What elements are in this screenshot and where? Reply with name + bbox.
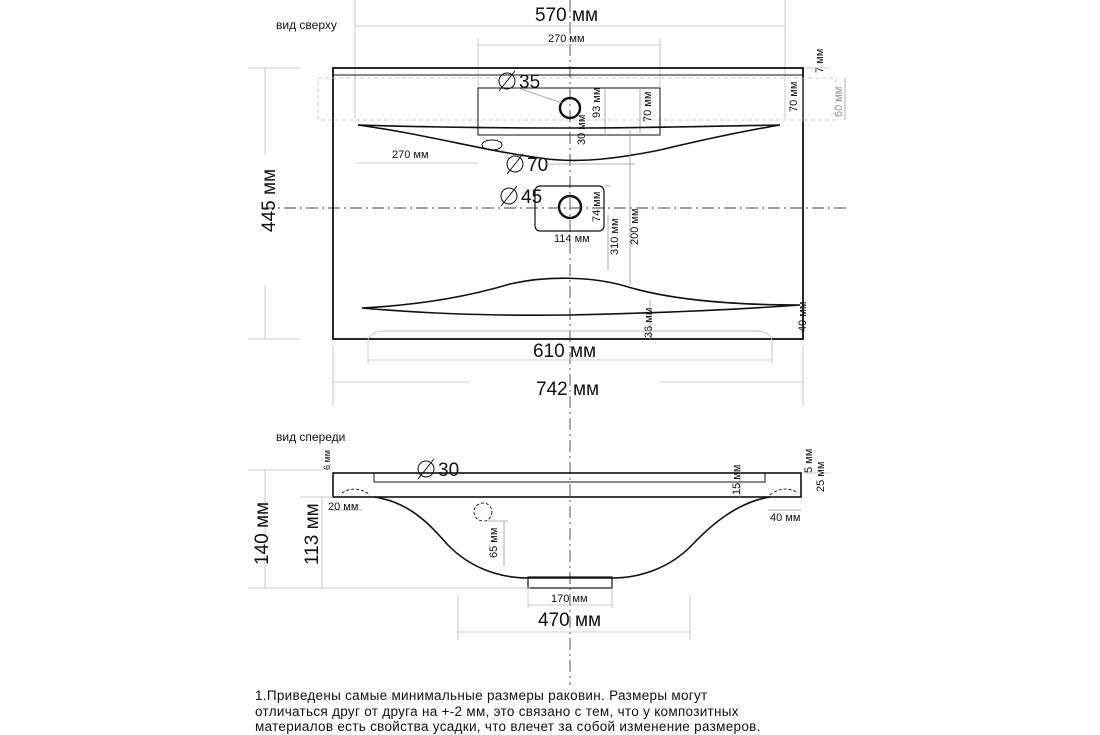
dim-310: 310 мм: [609, 218, 621, 255]
note-line-2: отличаться друг от друга на +-2 мм, это связано с тем, что у композитных: [255, 703, 739, 719]
dim-570: 570 мм: [535, 5, 599, 26]
inner-edge-right-dashed: [770, 489, 798, 495]
dim-70-inner: 70 мм: [642, 91, 654, 122]
dim-25: 25 мм: [815, 461, 827, 492]
basin-outline-top: [333, 68, 803, 339]
bowl-front-curve: [362, 278, 800, 315]
dim-70-right: 70 мм: [788, 81, 800, 112]
dim-140: 140 мм: [252, 501, 273, 565]
dim-20: 20 мм: [328, 501, 359, 513]
dim-170: 170 мм: [551, 593, 588, 605]
dim-610: 610 мм: [533, 341, 597, 362]
dim-270-left: 270 мм: [392, 149, 429, 161]
dim-114: 114 мм: [554, 233, 590, 245]
front-slab-recess: [374, 473, 765, 482]
overflow-dashed: [474, 503, 492, 521]
dim-270-top: 270 мм: [548, 33, 585, 45]
dim-60: 60 мм: [833, 86, 845, 117]
dim-93: 93 мм: [591, 87, 603, 118]
top-view-label: вид сверху: [276, 18, 337, 32]
dim-15: 15 мм: [731, 464, 743, 495]
dim-742: 742 мм: [536, 379, 600, 400]
dim-d45: 45: [521, 187, 543, 208]
note-line-3: материалов есть свойства усадки, что влечет за собой изменение размеров.: [255, 719, 761, 734]
dim-65: 65 мм: [488, 527, 500, 558]
dim-113: 113 мм: [302, 503, 323, 565]
bowl-body-front: [374, 497, 770, 578]
dim-445: 445 мм: [259, 168, 280, 232]
dim-470: 470 мм: [538, 610, 602, 631]
dim-6: 6 мм: [322, 450, 332, 470]
dim-40-front: 40 мм: [770, 512, 801, 524]
dim-40: 40 мм: [797, 301, 809, 332]
dim-d35: 35: [519, 72, 541, 93]
inner-edge-left-dashed: [342, 489, 370, 495]
disclaimer-note: [255, 688, 875, 735]
front-view-label: вид спереди: [276, 430, 346, 444]
note-line-1: 1.Приведены самые минимальные размеры раковин. Размеры могут: [255, 688, 708, 703]
dim-30: 30 мм: [576, 114, 588, 145]
dim-36: 36 мм: [643, 307, 655, 338]
dim-d70: 70: [527, 155, 549, 176]
dim-d30: 30: [438, 460, 460, 481]
dim-200: 200 мм: [629, 208, 641, 245]
dim-74: 74 мм: [591, 191, 603, 222]
overflow-hole: [482, 140, 502, 150]
dim-7: 7 мм: [814, 48, 826, 73]
dim-5: 5 мм: [803, 448, 815, 473]
